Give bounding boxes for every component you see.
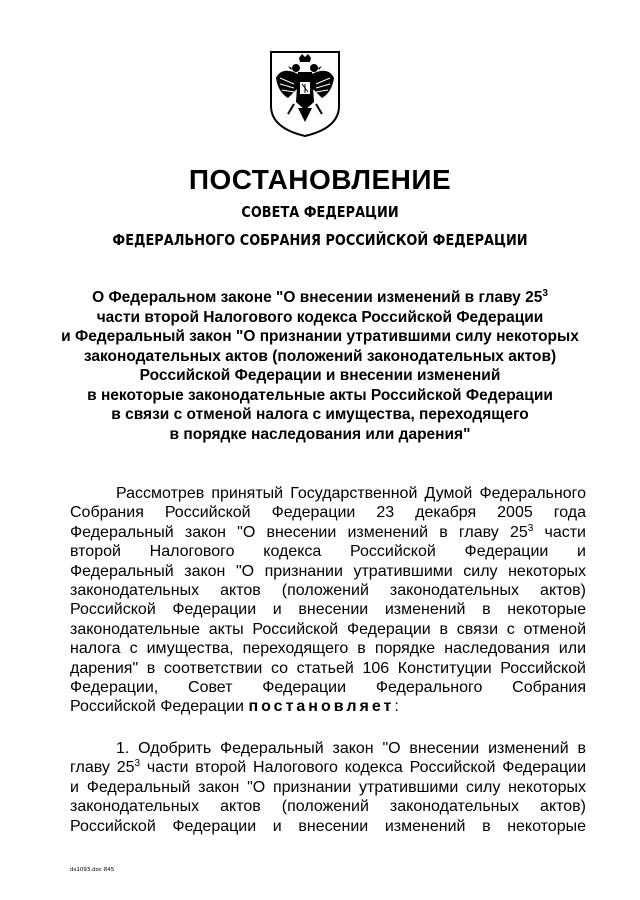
heading-line: О Федеральном законе "О внесении изменений в главу $25^3$ (92, 288, 548, 306)
heading-line: в порядке наследования или дарения" (169, 425, 471, 443)
text-line: второй Налогового кодекса Российской Федерации и (70, 543, 586, 561)
preamble-paragraph (70, 484, 586, 717)
heading-line: в некоторые законодательные акты Российской Федерации (87, 386, 553, 404)
heading-line: в связи с отменой налога с имущества, переходящего (111, 406, 529, 423)
text-line: и Федеральный закон "О признании утратившими силу некоторых (70, 778, 586, 796)
text-line: Рассмотрев принятый Государственной Думой Федерального (116, 485, 586, 502)
document-footer-code: ds1093.doc 845 (70, 867, 115, 873)
issuer-line-1: СОВЕТА ФЕДЕРАЦИИ (241, 203, 399, 221)
text-line: дарения" в соответствии со статьей 106 Конституции Российской (70, 659, 586, 677)
resolution-heading (50, 288, 590, 444)
text-line: Российской Федерации и внесении изменений в некоторые (70, 817, 586, 835)
russian-coat-of-arms-icon (268, 48, 342, 138)
resolution-item-1 (70, 739, 586, 836)
text-line: Федерации, Совет Федерации Федерального Собрания (70, 679, 586, 697)
heading-line: законодательных актов (положений законодательных актов) (83, 347, 557, 365)
issuer-line-2: ФЕДЕРАЛЬНОГО СОБРАНИЯ РОССИЙСКОЙ ФЕДЕРАЦИИ (112, 231, 528, 249)
text-line: Собрания Российской Федерации 23 декабря 2005 года (70, 504, 586, 522)
text-line: Российской Федерации и внесении изменений в некоторые (70, 601, 586, 619)
text-line: налога с имущества, переходящего в порядке наследования или (70, 640, 586, 658)
text-line: Российской Федерации постановляет: (70, 698, 399, 716)
text-line: законодательных актов (положений законодательных актов) (70, 798, 586, 816)
heading-line: Российской Федерации и внесении изменений (139, 367, 501, 384)
text-line: законодательные акты Российской Федерации в связи с отменой (70, 620, 586, 638)
text-line: 1. Одобрить Федеральный закон "О внесении изменений в (116, 740, 586, 757)
text-line: Федеральный закон "О внесении изменений в главу $25^3$ части (70, 522, 586, 541)
text-line: главу $25^3$ части второй Налогового кодекса Российской Федерации (70, 758, 587, 777)
document-title: ПОСТАНОВЛЕНИЕ (188, 164, 452, 195)
heading-line: и Федеральный закон "О признании утратившими силу некоторых (61, 328, 579, 345)
text-line: Федеральный закон "О признании утратившими силу некоторых (70, 562, 586, 580)
resolves-keyword: постановляет (248, 698, 395, 716)
heading-line: части второй Налогового кодекса Российской Федерации (96, 308, 544, 326)
text-line: законодательных актов (положений законодательных актов) (70, 582, 586, 600)
